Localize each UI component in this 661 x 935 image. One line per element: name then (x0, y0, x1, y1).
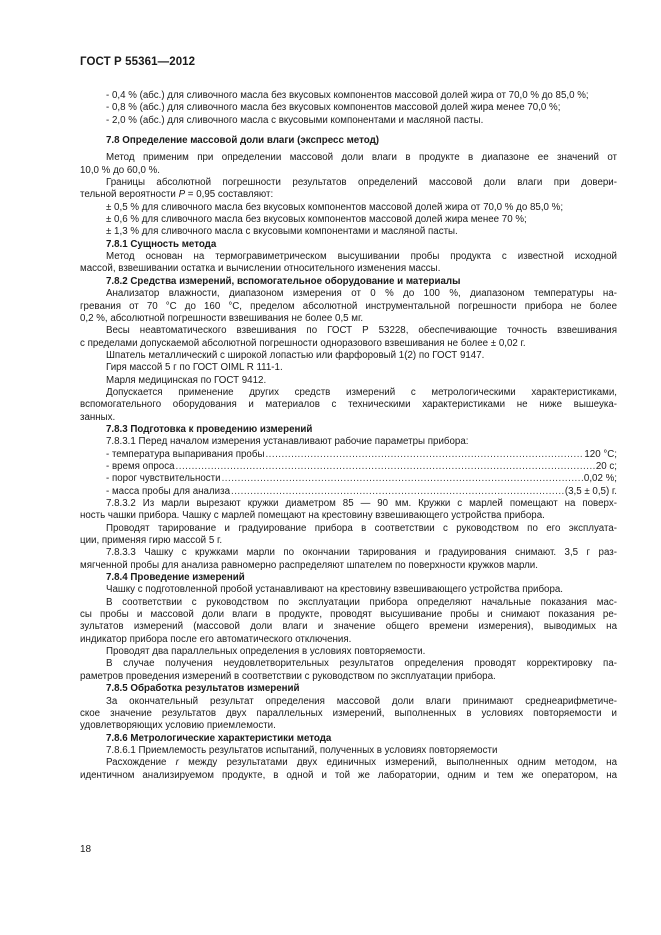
paragraph-line: с пределами допускаемой абсолютной погрешности одноразового взвешивания не более ± 0,02 г. (80, 337, 526, 349)
paragraph-line: раметров проведения измерений в соответствии с руководством по эксплуатации прибора. (80, 670, 496, 682)
paragraph-line: Гиря массой 5 г по ГОСТ OIML R 111-1. (106, 362, 283, 374)
paragraph-line: Марля медицинская по ГОСТ 9412. (106, 374, 267, 386)
paragraph-line: Метод основан на термогравиметрическом высушивании пробы продукта с известной исходной (106, 251, 617, 263)
paragraph-line: тельной вероятности P = 0,95 составляют: (80, 189, 274, 201)
parameter-row: - масса пробы для анализа ..... (3,5 ± 0,5) г. (80, 486, 617, 498)
list-item: - 0,4 % (абс.) для сливочного масла без вкусовых компонентов массовой долей жира от 70,0 % до 85,0 %; (106, 90, 589, 101)
section-heading-7-8-2: 7.8.2 Средства измерений, вспомогательное оборудование и материалы (106, 275, 461, 287)
list-item: ± 0,5 % для сливочного масла без вкусовых компонентов массовой долей жира от 70,0 % до 85,0 %; (106, 201, 564, 213)
parameter-row: - порог чувствительности ..... 0,02 %; (80, 473, 617, 485)
paragraph-line: мягченной пробы для анализа равномерно распределяют шпателем по поверхности кружков марли. (80, 559, 538, 571)
paragraph-line: ское значение результатов двух параллельных измерений, выполненных в условиях повторяемости и (80, 707, 617, 719)
page-number: 18 (80, 844, 92, 855)
section-heading-7-8-6: 7.8.6 Метрологические характеристики метода (106, 732, 332, 744)
list-item: - 0,8 % (абс.) для сливочного масла без вкусовых компонентов массовой долей жира менее 70,0 %; (106, 102, 561, 114)
document-body (80, 90, 617, 782)
section-heading-7-8: 7.8 Определение массовой доли влаги (экспресс метод) (106, 135, 380, 147)
section-heading-7-8-4: 7.8.4 Проведение измерений (106, 572, 245, 584)
parameter-row: - время опроса ..... 20 с; (80, 461, 617, 473)
paragraph-line: Весы неавтоматического взвешивания по ГОСТ Р 53228, обеспечивающие точность взвешивания (106, 325, 617, 337)
section-heading-7-8-5: 7.8.5 Обработка результатов измерений (106, 683, 300, 695)
paragraph-line: Проводят тарирование и градуирование прибора в соответствии с руководством по его эксплуата- (106, 522, 617, 534)
paragraph-line: Шпатель металлический с широкой лопастью или фарфоровый 1(2) по ГОСТ 9147. (106, 349, 485, 361)
paragraph-line: зультатов измерений (массовой доли влаги и значение общего времени измерения), выводимых на (80, 621, 617, 633)
paragraph-line: 7.8.3.2 Из марли вырезают кружки диаметром 85 — 90 мм. Кружки с марлей помещают на поверх- (106, 498, 617, 509)
paragraph-line: Расхождение r между результатами двух единичных измерений, выполненных одним методом, на (106, 757, 617, 769)
paragraph-line: Чашку с подготовленной пробой устанавливают на крестовину взвешивающего устройства прибора. (106, 584, 564, 596)
paragraph-line: 10,0 % до 60,0 %. (80, 164, 160, 176)
paragraph-line: 7.8.3.1 Перед началом измерения устанавливают рабочие параметры прибора: (106, 436, 469, 448)
paragraph-line: Проводят два параллельных определения в условиях повторяемости. (106, 646, 426, 658)
paragraph-line: 7.8.6.1 Приемлемость результатов испытаний, полученных в условиях повторяемости (106, 744, 498, 756)
paragraph-line: ность чашки прибора. Чашку с марлей помещают на крестовину взвешивающего устройства прибора. (80, 510, 545, 522)
paragraph-line: Границы абсолютной погрешности результатов определений массовой доли влаги при довери- (106, 177, 617, 189)
paragraph-line: Метод применим при определении массовой доли влаги в продукте в диапазоне ее значений от (106, 152, 617, 164)
paragraph-line: ции, применяя гирю массой 5 г. (80, 535, 223, 547)
paragraph-line: занных. (80, 411, 116, 423)
paragraph-line: идентичном анализируемом продукте, в одной и той же лаборатории, одним и тем же оператором, на (80, 769, 617, 781)
paragraph-line: 7.8.3.3 Чашку с кружками марли по окончании тарирования и градуирования снимают. 3,5 г раз- (106, 547, 617, 559)
section-heading-7-8-3: 7.8.3 Подготовка к проведению измерений (106, 423, 313, 435)
paragraph-line: сы пробы и массовой доли влаги в продукте, проводят высушивание пробы и снимают показания ре- (80, 609, 617, 621)
paragraph-line: вспомогательного оборудования и материалов с техническими характеристиками не ниже вышеука- (80, 399, 617, 411)
parameter-row: - температура выпаривания пробы ..... 120 °С; (80, 449, 617, 461)
paragraph-line: Анализатор влажности, диапазоном измерения от 0 % до 100 %, диапазоном температуры на- (106, 288, 617, 300)
paragraph-line: В случае получения неудовлетворительных результатов определения проводят корректировку па- (106, 658, 617, 670)
paragraph-line: гревания от 70 °С до 160 °С, пределом абсолютной инструментальной погрешности прибора не более (80, 300, 617, 312)
paragraph-line: массой, взвешивании остатка и вычислении относительного изменения массы. (80, 263, 441, 275)
list-item: - 2,0 % (абс.) для сливочного масла с вкусовыми компонентами и масляной пасты. (106, 114, 484, 126)
paragraph-line: 0,2 %, абсолютной погрешности взвешивания не более 0,5 мг. (80, 312, 364, 324)
paragraph-line: индикатор прибора после его автоматического отключения. (80, 633, 352, 645)
paragraph-line: Допускается применение других средств измерений с метрологическими характеристиками, (106, 386, 617, 398)
paragraph-line: удовлетворяющих условию приемлемости. (80, 720, 276, 732)
paragraph-line: За окончательный результат определения массовой доли влаги принимают среднеарифметиче- (106, 695, 617, 707)
list-item: ± 1,3 % для сливочного масла с вкусовыми компонентами и масляной пасты. (106, 226, 458, 238)
paragraph-line: В соответствии с руководством по эксплуатации прибора определяют начальные показания мас- (106, 596, 617, 608)
section-heading-7-8-1: 7.8.1 Сущность метода (106, 238, 217, 250)
list-item: ± 0,6 % для сливочного масла без вкусовых компонентов массовой долей жира менее 70 %; (106, 214, 527, 226)
document-header: ГОСТ Р 55361—2012 (80, 56, 196, 68)
